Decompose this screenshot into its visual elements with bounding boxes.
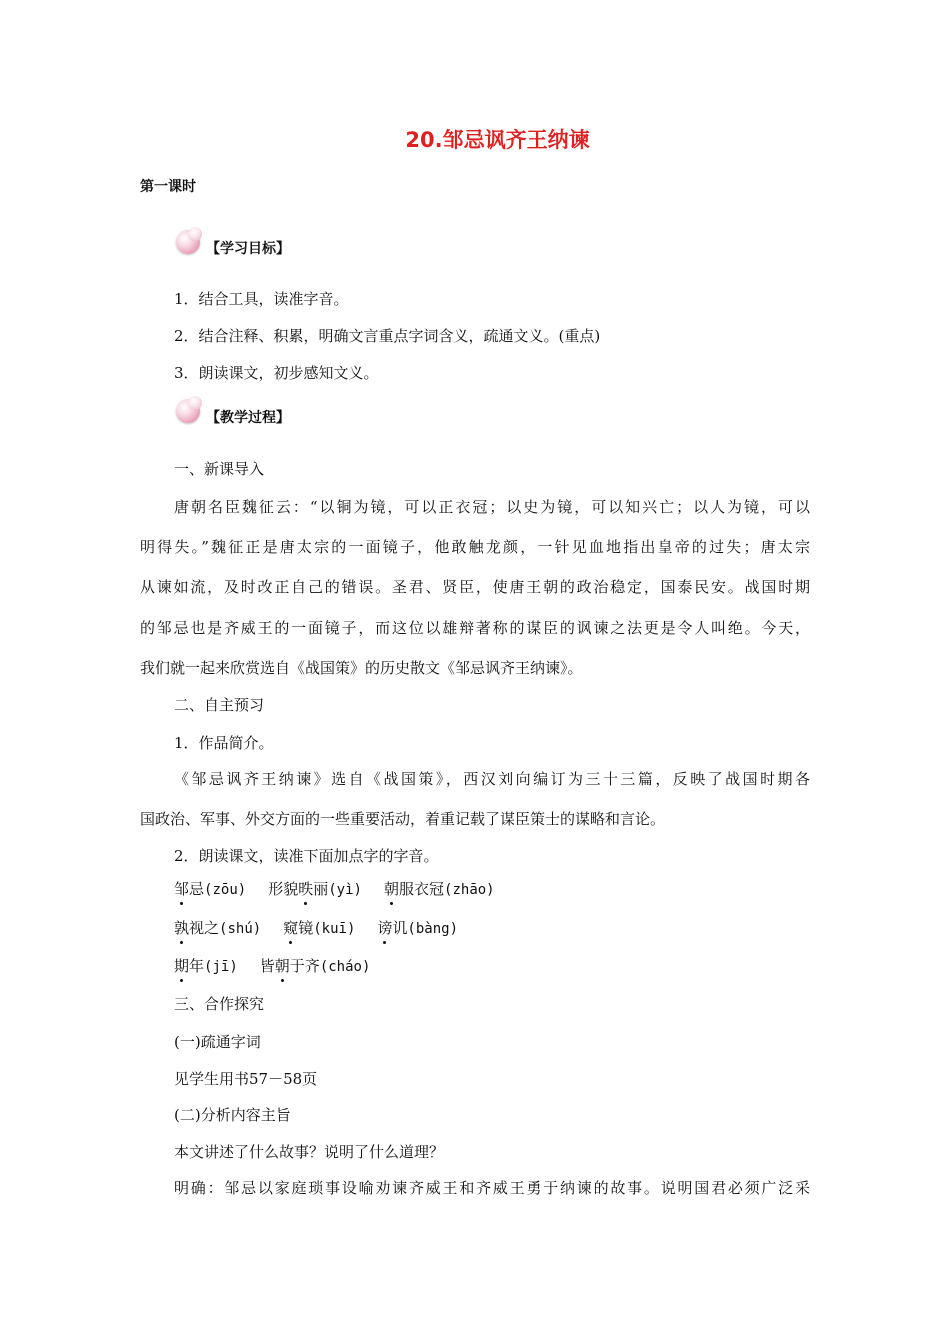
section-heading: 一、新课导入 bbox=[174, 460, 265, 478]
pinyin-text: (yì) bbox=[328, 882, 362, 898]
page-title: 20.邹忌讽齐王纳谏 bbox=[405, 128, 590, 152]
pinyin-item: 谤讥(bàng) bbox=[377, 919, 458, 937]
pink-bubble-icon bbox=[174, 226, 206, 258]
subheading: (二)分析内容主旨 bbox=[174, 1106, 291, 1124]
emphasis-dot-char: 昳 bbox=[298, 880, 314, 898]
paragraph-line: 《邹忌讽齐王纳谏》选自《战国策》，西汉刘向编订为三十三篇，反映了战国时期各 bbox=[174, 770, 810, 788]
paragraph-line: 明得失。”魏征正是唐太宗的一面镜子，他敢触龙颜，一针见血地指出皇帝的过失；唐太宗 bbox=[140, 538, 810, 556]
pinyin-text: (shú) bbox=[219, 921, 262, 937]
paragraph-line: 的邹忌也是齐威王的一面镜子，而这位以雄辩著称的谋臣的讽谏之法更是令人叫绝。今天， bbox=[140, 619, 810, 637]
pinyin-row bbox=[174, 918, 458, 939]
pinyin-item: 孰视之(shú) bbox=[174, 919, 262, 937]
goal-item: 3．朗读课文，初步感知文义。 bbox=[174, 364, 379, 382]
pinyin-row bbox=[174, 956, 370, 977]
emphasis-dot-char: 邹 bbox=[174, 880, 190, 898]
emphasis-dot-char: 期 bbox=[174, 957, 190, 975]
question-text: 本文讲述了什么故事？说明了什么道理？ bbox=[174, 1143, 445, 1161]
subheading: 2．朗读课文，读准下面加点字的字音。 bbox=[174, 847, 439, 865]
goal-item: 1．结合工具，读准字音。 bbox=[174, 290, 349, 308]
pinyin-text: (kuī) bbox=[313, 921, 356, 937]
pinyin-row bbox=[174, 879, 495, 900]
emphasis-dot-char: 孰 bbox=[174, 919, 190, 937]
reference-text: 见学生用书57－58页 bbox=[174, 1070, 318, 1088]
paragraph-line: 从谏如流，及时改正自己的错误。圣君、贤臣，使唐王朝的政治稳定，国泰民安。战国时期 bbox=[140, 578, 810, 596]
pinyin-item: 朝服衣冠(zhāo) bbox=[383, 880, 495, 898]
paragraph-line: 国政治、军事、外交方面的一些重要活动，着重记载了谋臣策士的谋略和言论。 bbox=[140, 810, 666, 828]
process-heading-label: 【教学过程】 bbox=[206, 410, 290, 426]
pink-bubble-icon bbox=[174, 395, 206, 427]
goals-heading-label: 【学习目标】 bbox=[206, 241, 290, 257]
section-heading: 三、合作探究 bbox=[174, 995, 265, 1013]
pinyin-item: 皆朝于齐(cháo) bbox=[259, 957, 371, 975]
process-heading bbox=[174, 393, 290, 427]
emphasis-dot-char: 朝 bbox=[274, 957, 290, 975]
pinyin-text: (zhāo) bbox=[444, 882, 495, 898]
emphasis-dot-char: 谤 bbox=[377, 919, 393, 937]
pinyin-text: (jī) bbox=[204, 959, 238, 975]
goal-item: 2．结合注释、积累，明确文言重点字词含义，疏通文义。(重点) bbox=[174, 327, 601, 345]
pinyin-item: 期年(jī) bbox=[174, 957, 238, 975]
paragraph-line: 唐朝名臣魏征云：“以铜为镜，可以正衣冠；以史为镜，可以知兴亡；以人为镜，可以 bbox=[174, 498, 810, 516]
lesson-label: 第一课时 bbox=[140, 179, 196, 195]
pinyin-item: 形貌昳丽(yì) bbox=[268, 880, 362, 898]
emphasis-dot-char: 朝 bbox=[383, 880, 399, 898]
emphasis-dot-char: 窥 bbox=[283, 919, 299, 937]
subheading: (一)疏通字词 bbox=[174, 1033, 261, 1051]
answer-text: 明确：邹忌以家庭琐事设喻劝谏齐威王和齐威王勇于纳谏的故事。说明国君必须广泛采 bbox=[174, 1179, 810, 1197]
goals-heading bbox=[174, 224, 290, 258]
pinyin-item: 邹忌(zōu) bbox=[174, 880, 247, 898]
pinyin-text: (bàng) bbox=[407, 921, 458, 937]
pinyin-text: (cháo) bbox=[319, 959, 371, 975]
paragraph-line: 我们就一起来欣赏选自《战国策》的历史散文《邹忌讽齐王纳谏》。 bbox=[140, 659, 583, 677]
section-heading: 二、自主预习 bbox=[174, 696, 265, 714]
pinyin-text: (zōu) bbox=[204, 882, 247, 898]
pinyin-item: 窥镜(kuī) bbox=[283, 919, 356, 937]
subheading: 1．作品简介。 bbox=[174, 734, 274, 752]
